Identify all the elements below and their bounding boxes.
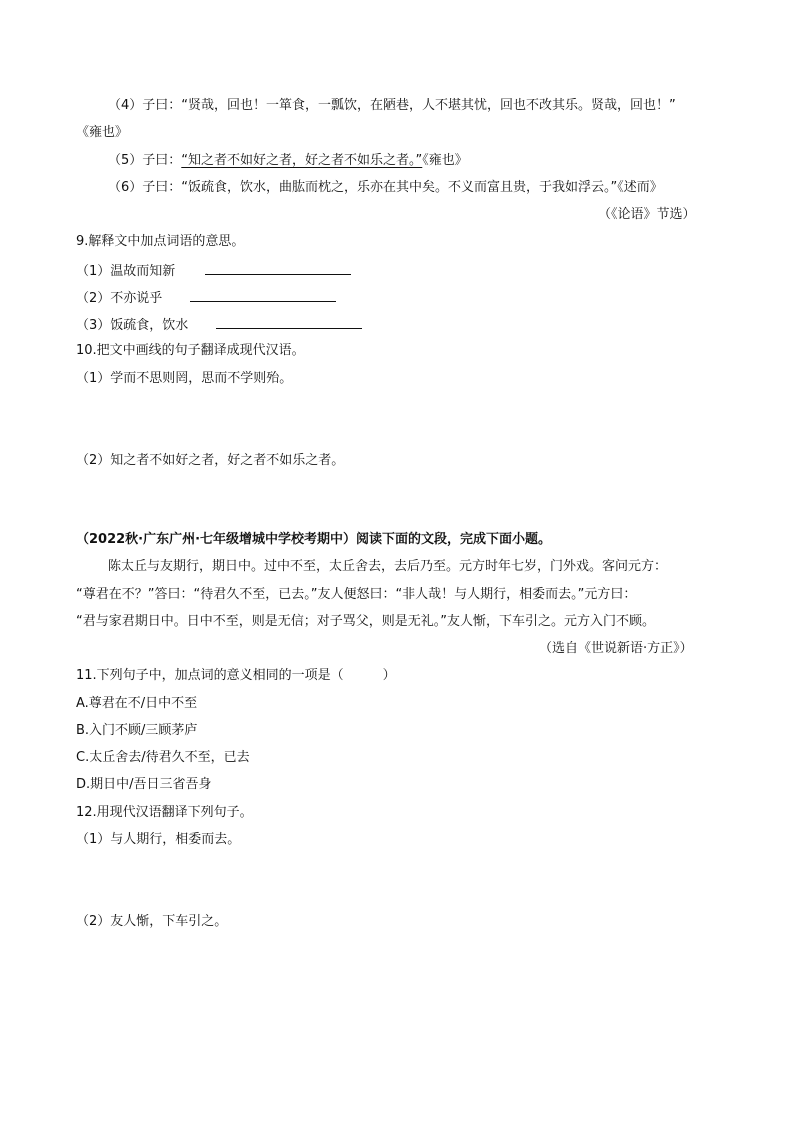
answer-blank[interactable] bbox=[205, 260, 351, 275]
q11-option-c: C.太丘舍去/待君久不至，已去 bbox=[76, 750, 250, 765]
passage2-line1: 陈太丘与友期行，期日中。过中不至，太丘舍去，去后乃至。元方时年七岁，门外戏。客问元方： bbox=[108, 559, 668, 574]
underlined-sentence: “知之者不如好之者，好之者不如乐之者。” bbox=[181, 153, 423, 168]
q10-title: 10.把文中画线的句子翻译成现代汉语。 bbox=[76, 343, 305, 358]
passage2-line2: “尊君在不？”答曰：“待君久不至，已去。”友人便怒曰：“非人哉！与人期行，相委而去。”元方曰： bbox=[76, 587, 637, 602]
answer-blank[interactable] bbox=[216, 314, 362, 329]
passage1-line5 bbox=[108, 151, 468, 171]
q11-option-d: D.期日中/吾日三省吾身 bbox=[76, 777, 212, 792]
passage1-line6: （6）子曰：“饭疏食，饮水，曲肱而枕之，乐亦在其中矣。不义而富且贵，于我如浮云。”《述而》 bbox=[108, 180, 663, 195]
q10-item-1: （1）学而不思则罔，思而不学则殆。 bbox=[76, 371, 293, 386]
q9-item-1 bbox=[76, 260, 351, 282]
q9-item-3-text: （3）饭疏食，饮水 bbox=[76, 318, 189, 333]
passage1-line4-source: 《雍也》 bbox=[76, 125, 129, 140]
q11-title: 11.下列句子中，加点词的意义相同的一项是（ ） bbox=[76, 668, 396, 683]
q12-item-1: （1）与人期行，相委而去。 bbox=[76, 832, 241, 847]
q9-item-2-text: （2）不亦说乎 bbox=[76, 291, 163, 306]
q9-title: 9.解释文中加点词语的意思。 bbox=[76, 234, 245, 249]
passage1-source: （《论语》节选） bbox=[598, 207, 696, 222]
q12-title: 12.用现代汉语翻译下列句子。 bbox=[76, 805, 253, 820]
q9-item-2 bbox=[76, 287, 336, 309]
q11-option-a: A.尊君在不/日中不至 bbox=[76, 696, 198, 711]
passage1-line4: （4）子曰：“贤哉，回也！一箪食，一瓢饮，在陋巷，人不堪其忧，回也不改其乐。贤哉，回也！” bbox=[108, 98, 676, 113]
passage2-intro: （2022秋·广东广州·七年级增城中学校考期中）阅读下面的文段，完成下面小题。 bbox=[76, 532, 552, 547]
passage2-line3: “君与家君期日中。日中不至，则是无信；对子骂父，则是无礼。”友人惭，下车引之。元方入门不顾。 bbox=[76, 614, 655, 629]
passage2-source: （选自《世说新语·方正》） bbox=[539, 641, 693, 656]
q9-item-1-text: （1）温故而知新 bbox=[76, 264, 176, 279]
q11-option-b: B.入门不顾/三顾茅庐 bbox=[76, 723, 198, 738]
q9-item-3 bbox=[76, 314, 362, 336]
line5-prefix: （5）子曰： bbox=[108, 153, 182, 168]
q12-item-2: （2）友人惭，下车引之。 bbox=[76, 914, 228, 929]
q10-item-2: （2）知之者不如好之者，好之者不如乐之者。 bbox=[76, 453, 345, 468]
line5-suffix: 《雍也》 bbox=[422, 153, 468, 168]
answer-blank[interactable] bbox=[190, 287, 336, 302]
